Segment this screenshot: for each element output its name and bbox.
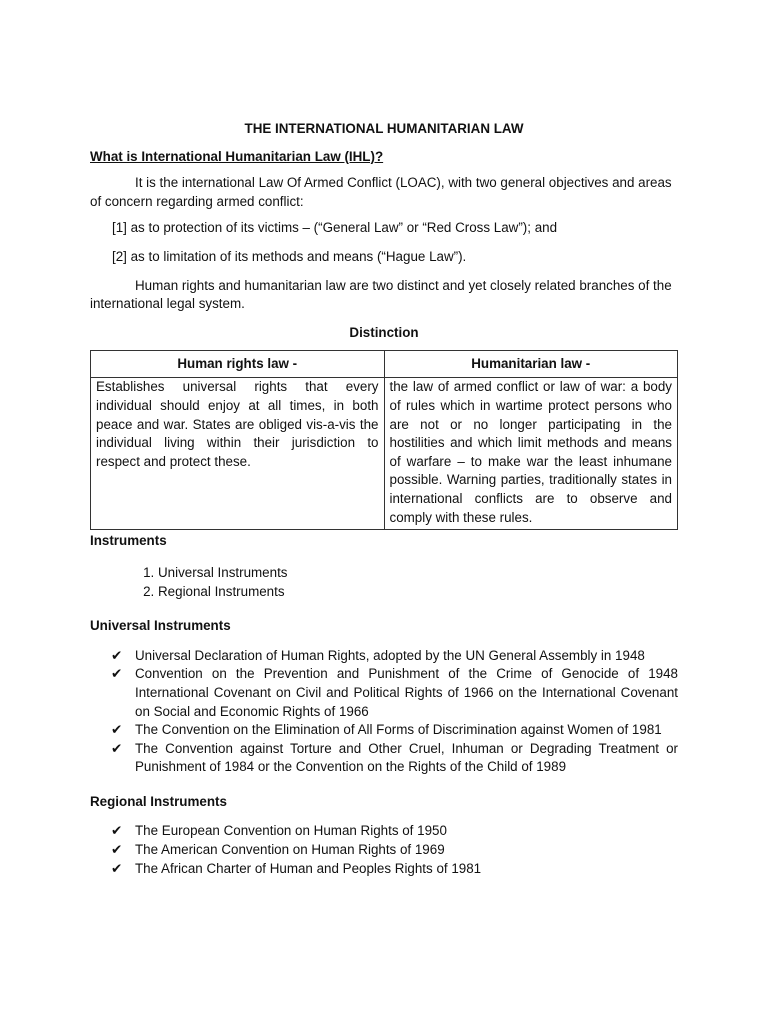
check-icon: ✔ bbox=[111, 647, 123, 663]
question-heading: What is International Humanitarian Law (IHL)? bbox=[90, 148, 384, 164]
objective-2: [2] as to limitation of its methods and means (“Hague Law”). bbox=[112, 248, 467, 264]
relation-paragraph: Human rights and humanitarian law are two distinct and yet closely related branches of the international legal system. bbox=[90, 277, 672, 312]
table-row bbox=[91, 378, 678, 530]
list-item-text: Universal Declaration of Human Rights, adopted by the UN General Assembly in 1948 bbox=[135, 647, 645, 663]
list-item-text: The European Convention on Human Rights of 1950 bbox=[135, 823, 447, 839]
list-item-text: Convention on the Prevention and Punishment of the Crime of Genocide of 1948 International Covenant on Civil and Political Rights of 1966 on the International Covenant on Social and Economic Rights of 1966 bbox=[135, 666, 678, 719]
list-item: 2. Regional Instruments bbox=[158, 583, 678, 602]
intro-paragraph: It is the international Law Of Armed Conflict (LOAC), with two general objectives and areas of concern regarding armed conflict: bbox=[90, 175, 672, 209]
human-rights-cell: Establishes universal rights that every individual should enjoy at all times, in both peace and war. States are obliged vis-a-vis the individual living within their jurisdiction to respect and protect these. bbox=[91, 378, 385, 530]
check-icon: ✔ bbox=[111, 823, 123, 839]
list-item bbox=[90, 665, 678, 721]
list-item-text: The American Convention on Human Rights of 1969 bbox=[135, 842, 445, 858]
list-item: 1. Universal Instruments bbox=[158, 564, 678, 583]
document-page bbox=[90, 120, 678, 888]
instruments-list bbox=[90, 564, 678, 601]
list-item-text: The Convention against Torture and Other Cruel, Inhuman or Degrading Treatment or Punishment of 1984 or the Convention on the Rights of the Child of 1989 bbox=[135, 740, 678, 775]
list-item bbox=[90, 860, 678, 879]
document-title: THE INTERNATIONAL HUMANITARIAN LAW bbox=[244, 121, 524, 136]
objective-1: [1] as to protection of its victims – (“General Law” or “Red Cross Law”); and bbox=[112, 220, 558, 236]
list-item bbox=[90, 841, 678, 860]
check-icon: ✔ bbox=[111, 842, 123, 858]
check-icon: ✔ bbox=[111, 666, 123, 682]
humanitarian-cell: the law of armed conflict or law of war: a body of rules which in wartime protect persons who are not or no longer participating in the hostilities and which limit methods and means of warfare – to make war the least inhumane possible. Warning parties, traditionally states in international conflicts are to observe and comply with these rules. bbox=[384, 378, 678, 530]
table-header-row bbox=[91, 351, 678, 378]
human-rights-header: Human rights law - bbox=[91, 351, 385, 378]
humanitarian-header: Humanitarian law - bbox=[384, 351, 678, 378]
distinction-heading: Distinction bbox=[349, 324, 419, 340]
check-icon: ✔ bbox=[111, 860, 123, 876]
list-item bbox=[90, 721, 678, 740]
distinction-table bbox=[90, 350, 678, 530]
universal-heading: Universal Instruments bbox=[90, 618, 231, 634]
list-item bbox=[90, 740, 678, 777]
regional-heading: Regional Instruments bbox=[90, 793, 227, 809]
check-icon: ✔ bbox=[111, 740, 123, 756]
list-item bbox=[90, 647, 678, 666]
list-item bbox=[90, 822, 678, 841]
list-item-text: The African Charter of Human and Peoples Rights of 1981 bbox=[135, 860, 482, 876]
regional-list bbox=[90, 822, 678, 878]
check-icon: ✔ bbox=[111, 722, 123, 738]
universal-list bbox=[90, 647, 678, 777]
list-item-text: The Convention on the Elimination of All Forms of Discrimination against Women of 1981 bbox=[135, 722, 662, 738]
instruments-heading: Instruments bbox=[90, 533, 167, 549]
